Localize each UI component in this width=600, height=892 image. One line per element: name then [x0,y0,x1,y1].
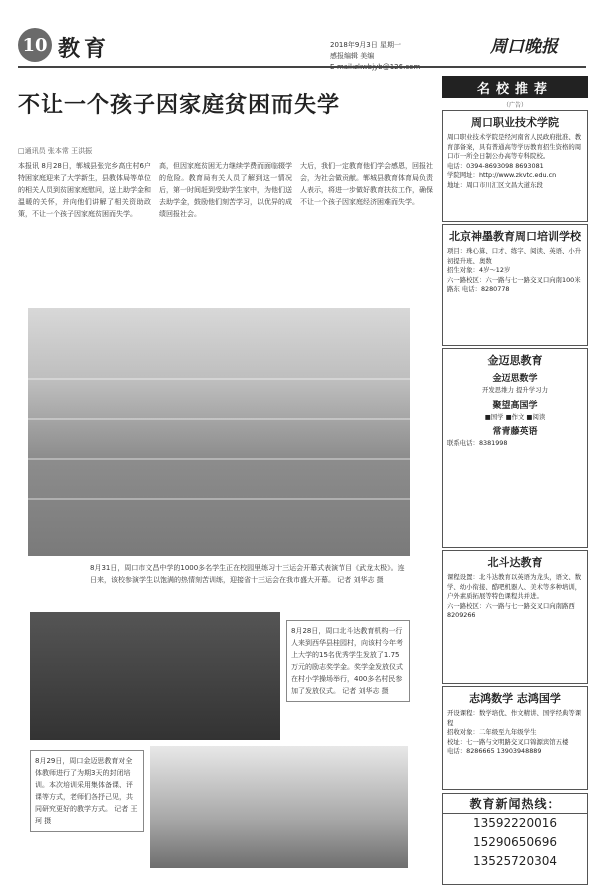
ad-school-1 [442,110,588,222]
school-sub: 聚望高国学 [492,400,538,411]
masthead-logo: 周口晚报 [490,37,558,57]
school-text: 周口职业技术学院是经河南省人民政府批准、教育部备案，具有普通高等学历教育招生资格的周口市一所全日制公办高等专科院校。 [447,133,582,160]
ad-tag: （广告） [502,102,527,109]
article-paragraph: 大后，我们一定教育他们学会感恩，回报社会，为社会做贡献。郸城县教育体育局负责人表示，将进一步做好教育扶贫工作，确保不让一个孩子因家庭经济困难而失学。 [300,162,433,206]
hotline-phone: 13592220016 [473,816,557,830]
school-branches: 六一路校区：六一路与七一路交叉口向南100米路东 电话：8280778 [447,275,581,293]
page-number: 10 [18,28,52,62]
hotline-phone: 13525720304 [473,854,557,868]
ad-school-2 [442,224,588,346]
school-name: 志鸿数学 志鸿国学 [469,692,561,705]
photo-scholarship-ceremony [30,612,280,740]
article-byline: □通讯员 张本常 王洪振 [18,147,93,155]
school-age: 招收对象：二年级至九年级学生 [447,728,537,736]
school-name: 金迈思教育 [487,354,543,367]
school-name: 北京神墨教育周口培训学校 [449,230,581,243]
photo-teacher-training [150,746,408,868]
ad-school-3 [442,348,588,548]
school-addr: 校址：七一路与文明路交叉口锦源宾馆五楼 [447,737,569,746]
issue-date: 2018年9月3日 星期一 [330,41,401,49]
school-sub: 常青藤英语 [492,427,538,437]
article-body [18,160,433,310]
ad-school-5 [442,686,588,790]
news-hotline [442,793,588,885]
school-phone: 电话：8286665 13903948889 [447,747,542,755]
header-divider [18,66,586,68]
school-phone: 联系电话：8381998 [447,439,508,447]
editor-credit: 感报编辑 美编 [330,52,375,60]
section-title: 教育 [58,36,111,62]
school-items: ■国学 ■作文 ■阅读 [484,412,546,421]
school-sub: 金迈思数学 [492,374,538,384]
school-courses: 开设课程：数学培优、作文精讲、国学经典等课程 [447,709,582,727]
photo-caption: 8月29日，周口金迈思教育对全体教师进行了为期3天的封闭培训。本次培训采用集体备课、评课等方式，老师们各抒己见，共同研究更好的教学方式。 记者 王珂 摄 [30,750,144,832]
school-courses: 课程设置：北斗达教育以英语为龙头，语文、数学、幼小衔接、酷吧机器人、美术等多种培训，户外素质拓展等特色课程共并进。 [447,573,582,600]
ad-school-4 [442,550,588,684]
article-headline: 不让一个孩子因家庭贫困而失学 [18,92,341,118]
school-phone: 电话：0394-8693098 8693081 [447,161,544,170]
school-slogan: 开发思维力 提升学习力 [482,386,548,394]
photo-caption: 8月31日，周口市文昌中学的1000多名学生正在校园里练习十三运会开幕式表演节目《武龙太极》。连日来，该校参演学生以饱满的热情刻苦训练，迎接省十三运会在我市盛大开幕。 记者 刘华志 摄 [90,562,410,586]
sidebar-title: 名校推荐 [442,76,588,98]
photo-caption: 8月28日，周口北斗达教育机构一行人来到西华县桂园村，向该村今年考上大学的15名优秀学生发放了1.75万元的励志奖学金。奖学金发放仪式在村小学操场举行，400多名村民参加了发放仪式。 记者 刘华志 摄 [286,620,410,702]
header-meta [330,40,420,73]
hotline-phone: 15290650696 [473,835,557,849]
school-age: 招生对象：4岁～12岁 [447,266,511,274]
article-paragraph: 本报讯 8月28日，郸城县张完乡高庄村6户特困家庭迎来了大学新生，县教体局等单位的相关人员到贫困家庭慰问，送上助学金和温暖的关怀，并向他们讲解了相关资助政策，不让一个孩子因家庭贫困而失学。 [18,162,151,218]
school-branches: 六一路校区：六一路与七一路交叉口向南路西 8209266 [447,601,575,619]
photo-students-performance [28,308,410,556]
school-web: 学院网址：http://www.zkvtc.edu.cn [447,171,557,179]
school-addr: 地址：周口市川汇区文昌大道东段 [447,180,543,189]
school-name: 周口职业技术学院 [471,116,559,129]
school-subjects: 项目：珠心算、口才、练字、阅读、英语、小升初提升班、奥数 [447,247,582,265]
school-name: 北斗达教育 [487,556,543,569]
hotline-title: 教育新闻热线： [443,794,587,814]
article-paragraph: 高，但因家庭贫困无力继续学费而面临辍学的危险。教育局有关人员了解到这一情况后，第一时间赶到受助学生家中，为他们送去助学金，鼓励他们刻苦学习，以优异的成绩回报社会。 [159,162,292,218]
